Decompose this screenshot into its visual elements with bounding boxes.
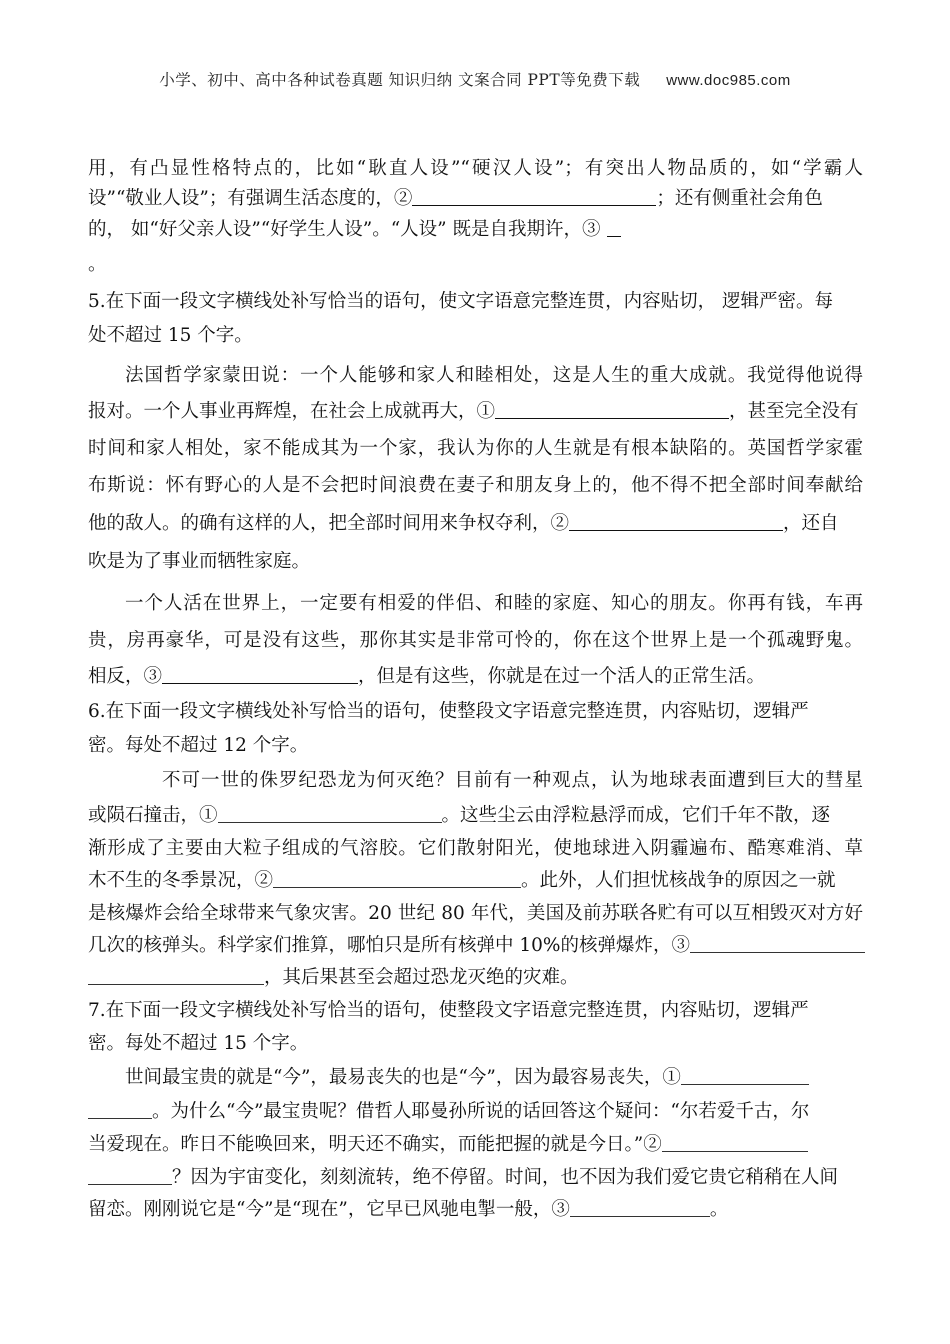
answer-blank[interactable]: [681, 1066, 809, 1085]
page-header: [0, 68, 950, 90]
line-text: ，甚至完全没有: [729, 401, 859, 422]
question-7-prompt: 7.在下面一段文字横线处补写恰当的语句，使整段文字语意完整连贯，内容贴切，逻辑严: [88, 1000, 809, 1021]
text-line: [88, 934, 863, 958]
text-line: [88, 512, 863, 536]
text-line: [88, 400, 863, 424]
text-line: [88, 1100, 863, 1124]
text-line: [88, 1166, 863, 1190]
text-line: 用，有凸显性格特点的，比如“耿直人设”“硬汉人设”；有突出人物品质的，如“学霸人: [88, 158, 863, 179]
line-text: 当爱现在。昨日不能唤回来，明天还不确实，而能把握的就是今日。”②: [88, 1134, 662, 1155]
line-text: ；还有侧重社会角色: [656, 188, 823, 209]
line-text: 。此外，人们担忧核战争的原因之一就: [521, 870, 836, 891]
text-line: [88, 804, 863, 828]
answer-blank[interactable]: [570, 1198, 710, 1217]
text-line: 贵，房再豪华，可是没有这些，那你其实是非常可怜的，你在这个世界上是一个孤魂野鬼。: [88, 630, 863, 651]
text-line: 。: [88, 254, 107, 275]
line-text: 世间最宝贵的就是“今”，最易丧失的也是“今”，因为最容易丧失，①: [125, 1067, 681, 1088]
text-line: [88, 665, 863, 689]
answer-blank[interactable]: [690, 934, 865, 953]
line-text: 或陨石撞击，①: [88, 805, 218, 826]
answer-blank[interactable]: [412, 187, 656, 206]
answer-blank[interactable]: [88, 966, 264, 985]
text-line: [88, 1066, 863, 1090]
text-line: [88, 1198, 863, 1222]
text-line: 不可一世的侏罗纪恐龙为何灭绝？目前有一种观点，认为地球表面遭到巨大的彗星: [162, 770, 863, 791]
text-line: 渐形成了主要由大粒子组成的气溶胶。它们散射阳光，使地球进入阴霾遍布、酷寒难消、草: [88, 838, 863, 859]
text-line: 法国哲学家蒙田说：一个人能够和家人和睦相处，这是人生的重大成就。我觉得他说得: [125, 365, 863, 386]
question-6-prompt: 密。每处不超过 12 个字。: [88, 735, 309, 756]
line-text: 报对。一个人事业再辉煌，在社会上成就再大，①: [88, 401, 496, 422]
text-line: [88, 187, 863, 211]
question-6-prompt: 6.在下面一段文字横线处补写恰当的语句，使整段文字语意完整连贯，内容贴切，逻辑严: [88, 701, 809, 722]
text-line: [88, 869, 863, 893]
question-7-prompt: 密。每处不超过 15 个字。: [88, 1033, 309, 1054]
text-line: [88, 966, 863, 990]
text-line: [88, 1133, 863, 1157]
text-line: 是核爆炸会给全球带来气象灾害。20 世纪 80 年代，美国及前苏联各贮有可以互相毁灭对方好: [88, 903, 863, 924]
text-line: [88, 218, 863, 242]
answer-blank[interactable]: [273, 869, 521, 888]
text-line: 布斯说：怀有野心的人是不会把时间浪费在妻子和朋友身上的，他不得不把全部时间奉献给: [88, 475, 863, 496]
header-text: 小学、初中、高中各种试卷真题 知识归纳 文案合同 PPT等免费下载: [159, 71, 641, 89]
line-text: ，还自: [783, 513, 839, 534]
answer-blank[interactable]: [218, 804, 442, 823]
answer-blank[interactable]: [607, 218, 621, 237]
answer-blank[interactable]: [569, 512, 783, 531]
text-line: 时间和家人相处，家不能成其为一个家，我认为你的人生就是有根本缺陷的。英国哲学家霍: [88, 438, 863, 459]
question-5-prompt: 5.在下面一段文字横线处补写恰当的语句，使文字语意完整连贯，内容贴切， 逻辑严密。每: [88, 291, 834, 312]
text-line: 吹是为了事业而牺牲家庭。: [88, 551, 311, 572]
line-text: 的， 如“好父亲人设”“好学生人设”。“人设” 既是自我期许，③: [88, 219, 601, 240]
line-text: 几次的核弹头。科学家们推算，哪怕只是所有核弹中 10%的核弹爆炸，③: [88, 935, 691, 956]
answer-blank[interactable]: [88, 1166, 172, 1185]
line-text: 相反，③: [88, 666, 163, 687]
text-line: 一个人活在世界上，一定要有相爱的伴侣、和睦的家庭、知心的朋友。你再有钱，车再: [125, 593, 863, 614]
question-5-prompt: 处不超过 15 个字。: [88, 325, 253, 346]
line-text: ？因为宇宙变化，刻刻流转，绝不停留。时间，也不因为我们爱它贵它稍稍在人间: [172, 1167, 839, 1188]
line-text: 留恋。刚刚说它是“今”是“现在”，它早已风驰电掣一般，③: [88, 1199, 570, 1220]
line-text: 设”“敬业人设”；有强调生活态度的，②: [88, 188, 413, 209]
answer-blank[interactable]: [162, 665, 358, 684]
line-text: 木不生的冬季景况，②: [88, 870, 274, 891]
answer-blank[interactable]: [495, 400, 729, 419]
answer-blank[interactable]: [88, 1100, 152, 1119]
line-text: ，但是有这些，你就是在过一个活人的正常生活。: [358, 666, 766, 687]
line-text: 。为什么“今”最宝贵呢？借哲人耶曼孙所说的话回答这个疑问：“尔若爱千古，尔: [152, 1101, 810, 1122]
line-text: 他的敌人。的确有这样的人，把全部时间用来争权夺利，②: [88, 513, 570, 534]
answer-blank[interactable]: [662, 1133, 808, 1152]
line-text: 。: [709, 1199, 729, 1220]
line-text: ，其后果甚至会超过恐龙灭绝的灾难。: [264, 967, 579, 988]
header-url[interactable]: www.doc985.com: [666, 72, 791, 89]
line-text: 。这些尘云由浮粒悬浮而成，它们千年不散，逐: [441, 805, 831, 826]
